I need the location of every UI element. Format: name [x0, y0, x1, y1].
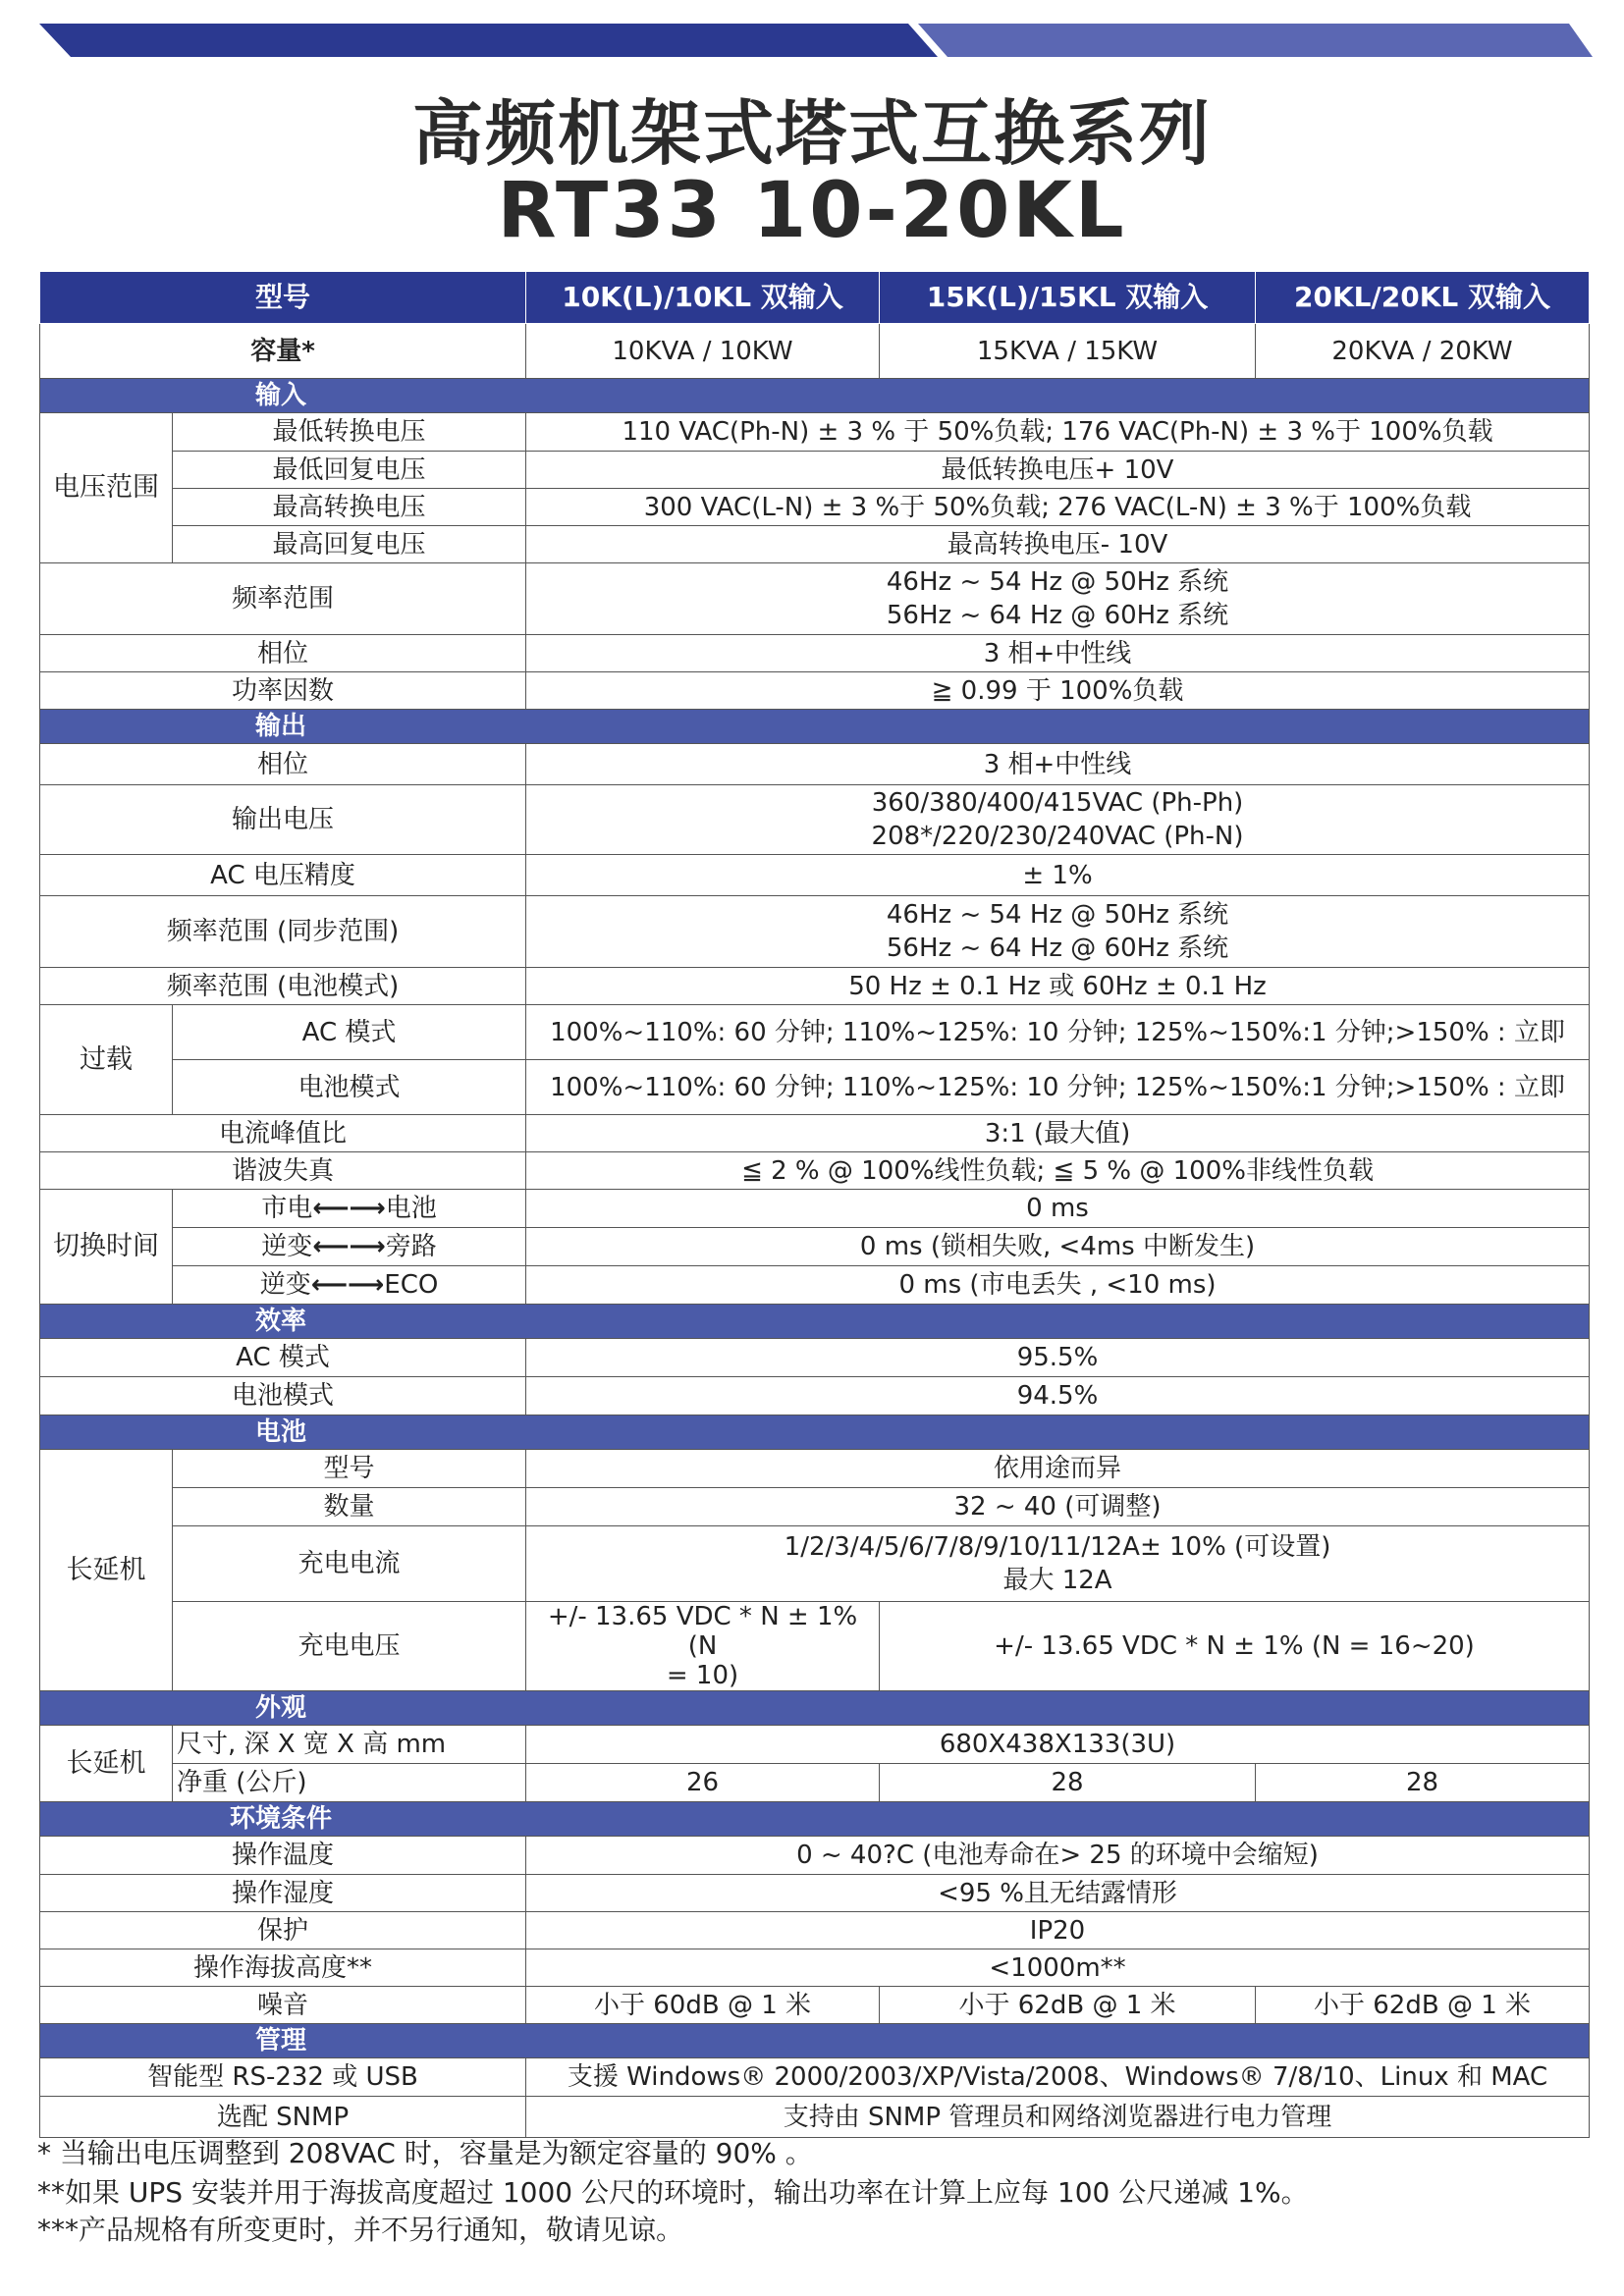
- section-title: 效率: [254, 1307, 306, 1336]
- spec-value: ± 1%: [526, 855, 1590, 896]
- spec-row: [40, 1488, 1590, 1526]
- section-management: [40, 2024, 1590, 2058]
- value-line: 46Hz ~ 54 Hz @ 50Hz 系统: [886, 900, 1229, 930]
- spec-value: 32 ~ 40 (可调整): [526, 1488, 1590, 1526]
- header-20k: 20KL/20KL 双输入: [1256, 272, 1590, 324]
- spec-value: 110 VAC(Ph-N) ± 3 % 于 50%负载; 176 VAC(Ph-N) ± 3 %于 100%负载: [526, 413, 1590, 452]
- spec-label: 保护: [40, 1912, 526, 1949]
- spec-row: [40, 1602, 1590, 1691]
- bidirectional-arrow-icon: ⟵⟶: [312, 1194, 386, 1223]
- section-title: 输入: [254, 381, 306, 410]
- transfer-to: 电池: [385, 1194, 437, 1223]
- section-title: 电池: [254, 1417, 306, 1447]
- spec-value: 0 ms (锁相失败, <4ms 中断发生): [526, 1228, 1590, 1266]
- noise-15k: 小于 62dB @ 1 米: [880, 1987, 1256, 2024]
- spec-value: IP20: [526, 1912, 1590, 1949]
- spec-value: 依用途而异: [526, 1450, 1590, 1488]
- spec-value: 0 ~ 40?C (电池寿命在> 25 的环境中会缩短): [526, 1837, 1590, 1875]
- spec-label: [173, 1190, 526, 1228]
- spec-value: 94.5%: [526, 1377, 1590, 1415]
- section-title: 外观: [254, 1693, 306, 1723]
- bidirectional-arrow-icon: ⟵⟶: [310, 1270, 385, 1300]
- spec-row: [40, 452, 1590, 489]
- spec-value: [526, 563, 1590, 635]
- spec-label: 噪音: [40, 1987, 526, 2024]
- spec-label: 电流峰值比: [40, 1115, 526, 1152]
- spec-row: [40, 1949, 1590, 1987]
- spec-row: [40, 489, 1590, 526]
- spec-label: 功率因数: [40, 672, 526, 710]
- spec-row: [40, 1005, 1590, 1060]
- transfer-from: 市电: [261, 1194, 313, 1223]
- spec-label: AC 模式: [173, 1005, 526, 1060]
- spec-label: 智能型 RS-232 或 USB: [40, 2058, 526, 2097]
- transfer-time-label: 切换时间: [40, 1190, 173, 1305]
- spec-row: [40, 968, 1590, 1005]
- spec-label: 相位: [40, 635, 526, 672]
- spec-label: 充电电流: [173, 1526, 526, 1602]
- spec-label: 充电电压: [173, 1602, 526, 1691]
- spec-label: 选配 SNMP: [40, 2097, 526, 2138]
- long-run-label: 长延机: [40, 1726, 173, 1802]
- section-output: [40, 710, 1590, 744]
- section-input: [40, 379, 1590, 413]
- spec-value: ≧ 0.99 于 100%负载: [526, 672, 1590, 710]
- spec-label: 最高回复电压: [173, 526, 526, 563]
- spec-row: [40, 1837, 1590, 1875]
- footnote-1: * 当输出电压调整到 208VAC 时，容量是为额定容量的 90% 。: [37, 2137, 813, 2169]
- spec-label: 电池模式: [173, 1060, 526, 1115]
- spec-row: [40, 1152, 1590, 1190]
- section-environment: [40, 1802, 1590, 1837]
- spec-value-10k: [526, 1602, 880, 1691]
- spec-label: 频率范围 (同步范围): [40, 896, 526, 968]
- spec-label: 操作湿度: [40, 1875, 526, 1912]
- spec-label: 数量: [173, 1488, 526, 1526]
- section-physical: [40, 1691, 1590, 1726]
- page-title: 高频机架式塔式互换系列: [411, 92, 1212, 175]
- spec-value: 最低转换电压+ 10V: [526, 452, 1590, 489]
- transfer-to: 旁路: [385, 1232, 437, 1261]
- voltage-range-label: 电压范围: [40, 413, 173, 563]
- spec-table: [39, 271, 1590, 2138]
- spec-row: [40, 526, 1590, 563]
- spec-label: [173, 1228, 526, 1266]
- spec-value: 300 VAC(L-N) ± 3 %于 50%负载; 276 VAC(L-N) ± 3 %于 100%负载: [526, 489, 1590, 526]
- weight-15k: 28: [880, 1764, 1256, 1802]
- spec-row: [40, 563, 1590, 635]
- spec-row: [40, 1764, 1590, 1802]
- spec-label: [173, 1266, 526, 1305]
- spec-label: 相位: [40, 744, 526, 785]
- spec-row: [40, 1190, 1590, 1228]
- transfer-to: ECO: [384, 1270, 439, 1300]
- spec-row: [40, 1060, 1590, 1115]
- spec-row: [40, 635, 1590, 672]
- spec-label: 频率范围 (电池模式): [40, 968, 526, 1005]
- spec-value: 最高转换电压- 10V: [526, 526, 1590, 563]
- spec-row: [40, 1228, 1590, 1266]
- spec-value: 100%~110%: 60 分钟; 110%~125%: 10 分钟; 125%~150%:1 分钟;>150% : 立即: [526, 1060, 1590, 1115]
- header-15k: 15K(L)/15KL 双输入: [880, 272, 1256, 324]
- spec-row: [40, 1987, 1590, 2024]
- header-model: 型号: [40, 272, 526, 324]
- spec-value: [526, 1526, 1590, 1602]
- spec-label: AC 模式: [40, 1339, 526, 1377]
- weight-20k: 28: [1256, 1764, 1590, 1802]
- spec-value: 3 相+中性线: [526, 635, 1590, 672]
- spec-row: [40, 1339, 1590, 1377]
- bidirectional-arrow-icon: ⟵⟶: [312, 1232, 386, 1261]
- section-title: 环境条件: [229, 1804, 332, 1834]
- spec-value: 100%~110%: 60 分钟; 110%~125%: 10 分钟; 125%~150%:1 分钟;>150% : 立即: [526, 1005, 1590, 1060]
- spec-value: 680X438X133(3U): [526, 1726, 1590, 1764]
- spec-row: [40, 1115, 1590, 1152]
- spec-row: [40, 1526, 1590, 1602]
- spec-label: 尺寸, 深 X 宽 X 高 mm: [173, 1726, 526, 1764]
- spec-label: 电池模式: [40, 1377, 526, 1415]
- top-banner: [0, 0, 1624, 69]
- transfer-from: 逆变: [259, 1270, 311, 1300]
- spec-value: 支援 Windows® 2000/2003/XP/Vista/2008、Windows® 7/8/10、Linux 和 MAC: [526, 2058, 1590, 2097]
- spec-value-15k-20k: +/- 13.65 VDC * N ± 1% (N = 16~20): [880, 1602, 1590, 1691]
- section-battery: [40, 1415, 1590, 1450]
- spec-row: [40, 1377, 1590, 1415]
- spec-label: 频率范围: [40, 563, 526, 635]
- spec-value: 0 ms: [526, 1190, 1590, 1228]
- spec-value: ≦ 2 % @ 100%线性负载; ≦ 5 % @ 100%非线性负载: [526, 1152, 1590, 1190]
- value-line: +/- 13.65 VDC * N ± 1% (N: [547, 1602, 858, 1661]
- value-line: 360/380/400/415VAC (Ph-Ph): [871, 788, 1244, 818]
- spec-label: AC 电压精度: [40, 855, 526, 896]
- spec-value: <95 %且无结露情形: [526, 1875, 1590, 1912]
- banner-stripe-right: [918, 24, 1593, 57]
- spec-value: [526, 896, 1590, 968]
- long-run-label: 长延机: [40, 1450, 173, 1691]
- noise-20k: 小于 62dB @ 1 米: [1256, 1987, 1590, 2024]
- section-title: 输出: [254, 712, 306, 741]
- spec-value: <1000m**: [526, 1949, 1590, 1987]
- weight-10k: 26: [526, 1764, 880, 1802]
- banner-stripe-left: [39, 24, 938, 57]
- spec-value: 3:1 (最大值): [526, 1115, 1590, 1152]
- model-title: RT33 10-20KL: [497, 167, 1127, 255]
- spec-value: 支持由 SNMP 管理员和网络浏览器进行电力管理: [526, 2097, 1590, 2138]
- spec-row: [40, 1912, 1590, 1949]
- spec-row: [40, 896, 1590, 968]
- section-title: 管理: [254, 2026, 306, 2056]
- spec-row: [40, 413, 1590, 452]
- value-line: 56Hz ~ 64 Hz @ 60Hz 系统: [886, 601, 1229, 630]
- capacity-15k: 15KVA / 15KW: [880, 324, 1256, 379]
- spec-row: [40, 785, 1590, 855]
- spec-row: [40, 1875, 1590, 1912]
- spec-row: [40, 855, 1590, 896]
- value-line: 1/2/3/4/5/6/7/8/9/10/11/12A± 10% (可设置): [784, 1532, 1331, 1562]
- spec-row: [40, 1266, 1590, 1305]
- spec-value: 3 相+中性线: [526, 744, 1590, 785]
- value-line: 56Hz ~ 64 Hz @ 60Hz 系统: [886, 934, 1229, 963]
- spec-value: 0 ms (市电丢失 , <10 ms): [526, 1266, 1590, 1305]
- capacity-row: [40, 324, 1590, 379]
- value-line: 208*/220/230/240VAC (Ph-N): [871, 822, 1244, 851]
- spec-label: 净重 (公斤): [173, 1764, 526, 1802]
- capacity-10k: 10KVA / 10KW: [526, 324, 880, 379]
- footnote-3: ***产品规格有所变更时，并不另行通知，敬请见谅。: [37, 2214, 684, 2246]
- value-line: 最大 12A: [1002, 1566, 1112, 1595]
- header-row: [40, 272, 1590, 324]
- noise-10k: 小于 60dB @ 1 米: [526, 1987, 880, 2024]
- spec-label: 最高转换电压: [173, 489, 526, 526]
- spec-label: 最低转换电压: [173, 413, 526, 452]
- footnote-2: **如果 UPS 安装并用于海拔高度超过 1000 公尺的环境时，输出功率在计算上应每 100 公尺递减 1%。: [37, 2176, 1309, 2209]
- spec-value: [526, 785, 1590, 855]
- spec-row: [40, 1450, 1590, 1488]
- spec-label: 操作温度: [40, 1837, 526, 1875]
- spec-value: 95.5%: [526, 1339, 1590, 1377]
- spec-label: 输出电压: [40, 785, 526, 855]
- spec-row: [40, 672, 1590, 710]
- capacity-label: 容量*: [40, 324, 526, 379]
- capacity-20k: 20KVA / 20KW: [1256, 324, 1590, 379]
- transfer-from: 逆变: [261, 1232, 313, 1261]
- spec-row: [40, 744, 1590, 785]
- spec-label: 谐波失真: [40, 1152, 526, 1190]
- value-line: 46Hz ~ 54 Hz @ 50Hz 系统: [886, 567, 1229, 597]
- overload-label: 过载: [40, 1005, 173, 1115]
- spec-label: 操作海拔高度**: [40, 1949, 526, 1987]
- spec-row: [40, 2058, 1590, 2097]
- spec-label: 型号: [173, 1450, 526, 1488]
- section-efficiency: [40, 1305, 1590, 1339]
- spec-value: 50 Hz ± 0.1 Hz 或 60Hz ± 0.1 Hz: [526, 968, 1590, 1005]
- header-10k: 10K(L)/10KL 双输入: [526, 272, 880, 324]
- value-line: = 10): [666, 1661, 739, 1690]
- spec-label: 最低回复电压: [173, 452, 526, 489]
- spec-row: [40, 1726, 1590, 1764]
